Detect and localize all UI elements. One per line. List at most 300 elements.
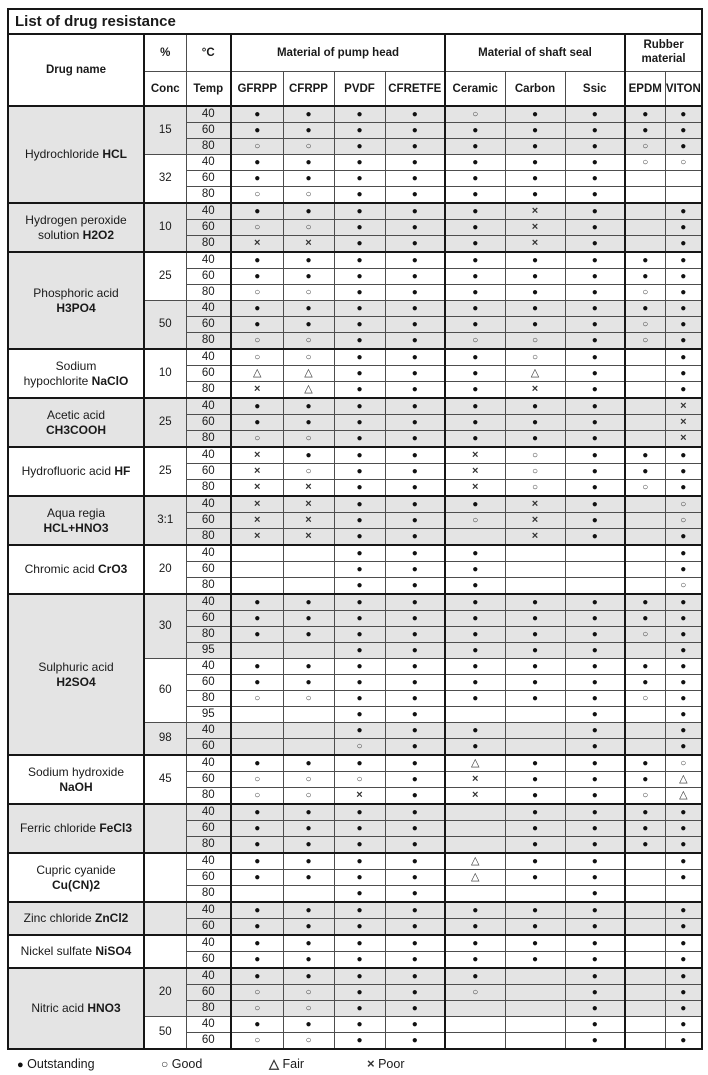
- temperature-cell: 60: [186, 366, 231, 382]
- outstanding-filled-circle-icon: ●: [356, 905, 363, 916]
- rating-cell: [385, 252, 445, 269]
- rating-cell: [385, 431, 445, 448]
- outstanding-filled-circle-icon: ●: [591, 206, 598, 217]
- rating-cell: [565, 480, 625, 497]
- rating-cell: [385, 675, 445, 691]
- rating-cell: [385, 562, 445, 578]
- rating-cell: [665, 723, 702, 739]
- temperature-cell: 60: [186, 675, 231, 691]
- rating-cell: [283, 398, 334, 415]
- rating-cell: [565, 919, 625, 936]
- concentration-cell: [144, 902, 186, 935]
- rating-cell: [625, 139, 665, 155]
- rating-cell: [665, 886, 702, 903]
- rating-cell: [445, 691, 505, 707]
- rating-cell: [334, 853, 385, 870]
- outstanding-filled-circle-icon: ●: [411, 709, 418, 720]
- outstanding-filled-circle-icon: ●: [305, 938, 312, 949]
- outstanding-filled-circle-icon: ●: [411, 564, 418, 575]
- rating-cell: [334, 691, 385, 707]
- outstanding-filled-circle-icon: ●: [356, 515, 363, 526]
- rating-cell: [334, 513, 385, 529]
- rating-cell: [231, 333, 283, 350]
- outstanding-filled-circle-icon: ●: [305, 109, 312, 120]
- concentration-cell: 98: [144, 723, 186, 756]
- rating-cell: [505, 804, 565, 821]
- rating-cell: [445, 723, 505, 739]
- temperature-cell: 60: [186, 985, 231, 1001]
- outstanding-filled-circle-icon: ●: [531, 790, 539, 801]
- rating-cell: [334, 739, 385, 756]
- outstanding-filled-circle-icon: ●: [356, 856, 363, 867]
- rating-cell: [385, 333, 445, 350]
- outstanding-filled-circle-icon: ●: [680, 629, 687, 640]
- outstanding-filled-circle-icon: ●: [254, 839, 261, 850]
- rating-cell: [283, 691, 334, 707]
- outstanding-filled-circle-icon: ●: [591, 856, 598, 867]
- rating-cell: [665, 317, 702, 333]
- rating-cell: [445, 788, 505, 805]
- rating-cell: [565, 301, 625, 317]
- drug-name-cell: Hydrochloride HCL: [8, 106, 144, 203]
- rating-cell: [334, 1017, 385, 1033]
- rating-cell: [625, 772, 665, 788]
- outstanding-filled-circle-icon: ●: [411, 856, 418, 867]
- outstanding-filled-circle-icon: ●: [591, 109, 598, 120]
- outstanding-filled-circle-icon: ●: [472, 368, 479, 379]
- outstanding-filled-circle-icon: ●: [642, 597, 649, 608]
- outstanding-filled-circle-icon: ●: [411, 189, 418, 200]
- rating-cell: [565, 707, 625, 723]
- temperature-cell: 95: [186, 707, 231, 723]
- outstanding-filled-circle-icon: ●: [591, 613, 598, 624]
- rating-cell: [665, 739, 702, 756]
- outstanding-filled-circle-icon: ●: [305, 823, 312, 834]
- outstanding-filled-circle-icon: ●: [356, 597, 363, 608]
- good-open-circle-icon: ○: [472, 335, 479, 346]
- rating-cell: [625, 349, 665, 366]
- rating-cell: [505, 269, 565, 285]
- outstanding-filled-circle-icon: ●: [356, 401, 363, 412]
- rating-cell: [665, 935, 702, 952]
- outstanding-filled-circle-icon: ●: [591, 709, 598, 720]
- rating-cell: [385, 723, 445, 739]
- good-open-circle-icon: ○: [254, 987, 261, 998]
- rating-cell: [385, 464, 445, 480]
- rating-cell: [565, 513, 625, 529]
- temperature-cell: 60: [186, 123, 231, 139]
- rating-cell: [334, 236, 385, 253]
- rating-cell: [283, 513, 334, 529]
- rating-cell: [334, 301, 385, 317]
- rating-cell: [505, 480, 565, 497]
- outstanding-filled-circle-icon: ●: [591, 661, 598, 672]
- outstanding-filled-circle-icon: ●: [680, 971, 687, 982]
- outstanding-filled-circle-icon: ●: [356, 303, 363, 314]
- outstanding-filled-circle-icon: ●: [411, 807, 418, 818]
- rating-cell: [665, 611, 702, 627]
- rating-cell: [385, 123, 445, 139]
- rating-cell: [565, 139, 625, 155]
- rating-cell: [505, 398, 565, 415]
- temperature-cell: 60: [186, 171, 231, 187]
- outstanding-filled-circle-icon: ●: [305, 271, 312, 282]
- rating-cell: [505, 594, 565, 611]
- outstanding-filled-circle-icon: ●: [531, 954, 539, 965]
- drug-name-cell: Aqua regia HCL+HNO3: [8, 496, 144, 545]
- temperature-cell: 80: [186, 187, 231, 204]
- rating-cell: [445, 545, 505, 562]
- outstanding-filled-circle-icon: ●: [472, 564, 479, 575]
- concentration-cell: 30: [144, 594, 186, 659]
- rating-cell: [283, 496, 334, 513]
- concentration-cell: 25: [144, 398, 186, 447]
- rating-cell: [283, 788, 334, 805]
- poor-cross-icon: ×: [254, 383, 261, 395]
- rating-cell: [505, 853, 565, 870]
- rating-cell: [665, 1033, 702, 1050]
- outstanding-filled-circle-icon: ●: [356, 141, 363, 152]
- outstanding-filled-circle-icon: ●: [356, 709, 363, 720]
- outstanding-filled-circle-icon: ●: [305, 255, 312, 266]
- rating-cell: [565, 496, 625, 513]
- rating-cell: [625, 220, 665, 236]
- outstanding-filled-circle-icon: ●: [356, 921, 363, 932]
- good-open-circle-icon: ○: [254, 287, 261, 298]
- temperature-cell: 40: [186, 545, 231, 562]
- temperature-cell: 40: [186, 935, 231, 952]
- outstanding-filled-circle-icon: ●: [531, 109, 539, 120]
- rating-cell: [505, 529, 565, 546]
- rating-cell: [565, 968, 625, 985]
- rating-cell: [625, 366, 665, 382]
- temperature-cell: 60: [186, 952, 231, 969]
- rating-cell: [283, 203, 334, 220]
- rating-cell: [445, 382, 505, 399]
- rating-cell: [665, 562, 702, 578]
- rating-cell: [385, 627, 445, 643]
- rating-cell: [505, 739, 565, 756]
- rating-cell: [665, 985, 702, 1001]
- good-open-circle-icon: ○: [254, 790, 261, 801]
- rating-cell: [283, 870, 334, 886]
- outstanding-filled-circle-icon: ●: [472, 971, 479, 982]
- rating-cell: [334, 349, 385, 366]
- outstanding-filled-circle-icon: ●: [254, 954, 261, 965]
- col-group-pump-head: Material of pump head: [231, 34, 445, 72]
- rating-cell: [231, 886, 283, 903]
- outstanding-filled-circle-icon: ●: [680, 807, 687, 818]
- rating-cell: [565, 447, 625, 464]
- fair-triangle-icon: △: [530, 367, 540, 379]
- rating-cell: [231, 285, 283, 301]
- table-row: [8, 447, 702, 464]
- rating-cell: [505, 643, 565, 659]
- outstanding-filled-circle-icon: ●: [305, 954, 312, 965]
- outstanding-filled-circle-icon: ●: [305, 450, 312, 461]
- outstanding-filled-circle-icon: ●: [411, 597, 418, 608]
- poor-cross-icon: ×: [472, 465, 479, 477]
- outstanding-filled-circle-icon: ●: [356, 384, 363, 395]
- rating-cell: [505, 366, 565, 382]
- good-open-circle-icon: ○: [305, 222, 312, 233]
- poor-cross-icon: ×: [254, 237, 261, 249]
- rating-cell: [334, 804, 385, 821]
- good-open-circle-icon: ○: [642, 482, 649, 493]
- rating-cell: [231, 139, 283, 155]
- outstanding-filled-circle-icon: ●: [305, 417, 312, 428]
- rating-cell: [283, 139, 334, 155]
- rating-cell: [283, 1033, 334, 1050]
- resistance-table-body: [8, 106, 702, 1049]
- rating-cell: [231, 902, 283, 919]
- outstanding-filled-circle-icon: ●: [472, 319, 479, 330]
- drug-name-cell: Nickel sulfate NiSO4: [8, 935, 144, 968]
- concentration-cell: 10: [144, 349, 186, 398]
- col-header-percent: %: [144, 34, 186, 72]
- table-row: [8, 106, 702, 123]
- outstanding-filled-circle-icon: ●: [680, 125, 687, 136]
- rating-cell: [445, 968, 505, 985]
- col-header-ssic: Ssic: [565, 72, 625, 107]
- poor-cross-icon: ×: [254, 514, 261, 526]
- col-header-pvdf: PVDF: [334, 72, 385, 107]
- rating-cell: [231, 123, 283, 139]
- outstanding-filled-circle-icon: ●: [305, 319, 312, 330]
- rating-cell: [445, 627, 505, 643]
- outstanding-filled-circle-icon: ●: [642, 303, 649, 314]
- rating-cell: [283, 269, 334, 285]
- outstanding-filled-circle-icon: ●: [356, 888, 363, 899]
- outstanding-filled-circle-icon: ●: [472, 417, 479, 428]
- outstanding-filled-circle-icon: ●: [591, 238, 598, 249]
- outstanding-filled-circle-icon: ●: [254, 401, 261, 412]
- rating-cell: [445, 480, 505, 497]
- outstanding-filled-circle-icon: ●: [254, 157, 261, 168]
- rating-cell: [445, 496, 505, 513]
- rating-cell: [283, 643, 334, 659]
- rating-cell: [334, 366, 385, 382]
- rating-cell: [565, 398, 625, 415]
- rating-cell: [385, 886, 445, 903]
- rating-cell: [665, 464, 702, 480]
- rating-cell: [445, 464, 505, 480]
- rating-cell: [505, 659, 565, 675]
- outstanding-filled-circle-icon: ●: [642, 661, 649, 672]
- outstanding-filled-circle-icon: ●: [472, 287, 479, 298]
- outstanding-filled-circle-icon: ●: [411, 790, 418, 801]
- rating-cell: [385, 578, 445, 595]
- rating-cell: [445, 139, 505, 155]
- rating-cell: [505, 415, 565, 431]
- outstanding-filled-circle-icon: ●: [591, 774, 598, 785]
- outstanding-filled-circle-icon: ●: [411, 725, 418, 736]
- temperature-cell: 80: [186, 578, 231, 595]
- rating-cell: [334, 187, 385, 204]
- legend-item-fair: [269, 1055, 367, 1073]
- rating-cell: [231, 562, 283, 578]
- rating-cell: [283, 317, 334, 333]
- rating-cell: [565, 349, 625, 366]
- rating-cell: [283, 675, 334, 691]
- rating-cell: [231, 187, 283, 204]
- rating-cell: [625, 578, 665, 595]
- rating-cell: [231, 611, 283, 627]
- outstanding-filled-circle-icon: ●: [472, 125, 479, 136]
- rating-cell: [665, 333, 702, 350]
- outstanding-filled-circle-icon: ●: [531, 613, 539, 624]
- outstanding-filled-circle-icon: ●: [531, 774, 539, 785]
- rating-cell: [283, 562, 334, 578]
- rating-cell: [625, 659, 665, 675]
- outstanding-filled-circle-icon: ●: [531, 629, 539, 640]
- outstanding-filled-circle-icon: ●: [591, 157, 598, 168]
- rating-cell: [231, 398, 283, 415]
- rating-cell: [445, 578, 505, 595]
- rating-cell: [283, 431, 334, 448]
- outstanding-filled-circle-icon: ●: [642, 466, 649, 477]
- table-row: [8, 853, 702, 870]
- rating-cell: [445, 1017, 505, 1033]
- rating-cell: [231, 985, 283, 1001]
- outstanding-filled-circle-icon: ●: [411, 173, 418, 184]
- rating-cell: [283, 333, 334, 350]
- outstanding-filled-circle-icon: ●: [531, 807, 539, 818]
- outstanding-filled-circle-icon: ●: [411, 238, 418, 249]
- rating-cell: [505, 772, 565, 788]
- rating-cell: [625, 1033, 665, 1050]
- rating-cell: [385, 139, 445, 155]
- rating-cell: [665, 755, 702, 772]
- page-title: List of drug resistance: [8, 9, 702, 34]
- rating-cell: [505, 837, 565, 854]
- temperature-cell: 80: [186, 236, 231, 253]
- rating-cell: [665, 139, 702, 155]
- rating-cell: [665, 366, 702, 382]
- outstanding-filled-circle-icon: ●: [680, 222, 687, 233]
- rating-cell: [283, 236, 334, 253]
- table-row: [8, 902, 702, 919]
- outstanding-filled-circle-icon: ●: [531, 823, 539, 834]
- outstanding-filled-circle-icon: ●: [305, 872, 312, 883]
- outstanding-filled-circle-icon: ●: [356, 693, 363, 704]
- temperature-cell: 60: [186, 611, 231, 627]
- outstanding-filled-circle-icon: ●: [642, 807, 649, 818]
- concentration-cell: 45: [144, 755, 186, 804]
- rating-cell: [231, 236, 283, 253]
- rating-cell: [625, 870, 665, 886]
- good-open-circle-icon: ○: [254, 222, 261, 233]
- rating-cell: [231, 675, 283, 691]
- legend-label: Poor: [378, 1057, 405, 1071]
- rating-cell: [231, 594, 283, 611]
- outstanding-filled-circle-icon: ●: [356, 807, 363, 818]
- rating-cell: [385, 1033, 445, 1050]
- rating-cell: [231, 431, 283, 448]
- outstanding-filled-circle-icon: ●: [642, 774, 649, 785]
- outstanding-filled-circle-icon: ●: [680, 725, 687, 736]
- outstanding-filled-circle-icon: ●: [591, 433, 598, 444]
- rating-cell: [385, 366, 445, 382]
- outstanding-filled-circle-icon: ●: [305, 971, 312, 982]
- outstanding-filled-circle-icon: ●: [531, 921, 539, 932]
- rating-cell: [385, 919, 445, 936]
- outstanding-filled-circle-icon: ●: [411, 693, 418, 704]
- good-open-circle-icon: ○: [642, 141, 649, 152]
- outstanding-filled-circle-icon: ●: [680, 1035, 687, 1046]
- rating-cell: [505, 513, 565, 529]
- rating-cell: [385, 788, 445, 805]
- rating-cell: [505, 723, 565, 739]
- outstanding-filled-circle-icon: ●: [356, 531, 363, 542]
- rating-cell: [625, 464, 665, 480]
- temperature-cell: 60: [186, 269, 231, 285]
- rating-cell: [565, 252, 625, 269]
- rating-cell: [565, 723, 625, 739]
- good-open-circle-icon: ○: [642, 287, 649, 298]
- outstanding-filled-circle-icon: ●: [356, 987, 363, 998]
- rating-cell: [565, 1001, 625, 1017]
- outstanding-filled-circle-icon: ●: [680, 938, 687, 949]
- outstanding-filled-circle-icon: ●: [411, 954, 418, 965]
- poor-cross-icon: ×: [531, 221, 539, 233]
- outstanding-filled-circle-icon: ●: [531, 319, 539, 330]
- rating-cell: [231, 578, 283, 595]
- rating-cell: [665, 804, 702, 821]
- rating-cell: [445, 1033, 505, 1050]
- poor-cross-icon: ×: [472, 773, 479, 785]
- rating-cell: [283, 285, 334, 301]
- rating-cell: [625, 496, 665, 513]
- outstanding-filled-circle-icon: ●: [642, 255, 649, 266]
- table-row: [8, 968, 702, 985]
- rating-cell: [231, 366, 283, 382]
- outstanding-filled-circle-icon: ●: [411, 872, 418, 883]
- outstanding-filled-circle-icon: ●: [680, 709, 687, 720]
- rating-cell: [665, 659, 702, 675]
- rating-cell: [283, 935, 334, 952]
- outstanding-filled-circle-icon: ●: [680, 564, 687, 575]
- temperature-cell: 80: [186, 285, 231, 301]
- outstanding-filled-circle-icon: ●: [356, 271, 363, 282]
- rating-cell: [445, 837, 505, 854]
- rating-cell: [665, 252, 702, 269]
- temperature-cell: 60: [186, 919, 231, 936]
- rating-cell: [565, 870, 625, 886]
- rating-cell: [665, 106, 702, 123]
- rating-cell: [445, 643, 505, 659]
- outstanding-filled-circle-icon: ●: [591, 629, 598, 640]
- outstanding-filled-circle-icon: ●: [356, 661, 363, 672]
- poor-cross-icon: ×: [531, 383, 539, 395]
- table-row: [8, 349, 702, 366]
- temperature-cell: 60: [186, 772, 231, 788]
- rating-cell: [334, 139, 385, 155]
- rating-cell: [505, 139, 565, 155]
- rating-cell: [505, 788, 565, 805]
- good-open-circle-icon: ○: [305, 287, 312, 298]
- outstanding-filled-circle-icon: ●: [411, 352, 418, 363]
- rating-cell: [445, 755, 505, 772]
- rating-cell: [625, 171, 665, 187]
- fair-triangle-icon: △: [471, 871, 480, 883]
- rating-cell: [231, 755, 283, 772]
- rating-cell: [283, 252, 334, 269]
- outstanding-filled-circle-icon: ●: [680, 597, 687, 608]
- outstanding-filled-circle-icon: ●: [472, 141, 479, 152]
- poor-cross-icon: ×: [472, 449, 479, 461]
- rating-cell: [505, 203, 565, 220]
